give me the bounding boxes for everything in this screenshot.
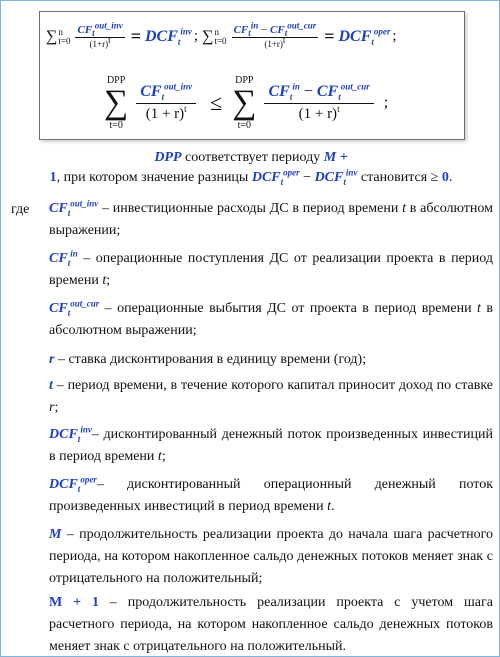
dcf-inv: $DCF_t^{inv}$ (144, 26, 192, 47)
big-sum-2: DPP ∑ t=0 (232, 75, 257, 131)
formula-line-2: DPP ∑ t=0 $\frac{CF_t^{out\_inv}}{(1 + r)^t}$ ≤ DPP ∑ t=0 $\frac{CF_t^{in} - CF_t^{out\_cur}}{(1 + r)^t}$ ; (104, 75, 389, 131)
definition-r: r – ставка дисконтирования в единицу времени (год); (49, 352, 367, 367)
big-fraction-out-inv: $\frac{CF_t^{out\_inv}}{(1 + r)^t}$ (136, 83, 196, 123)
sum-symbol: ∑ (46, 27, 58, 45)
definition-cf-out-cur: $CF_t^{out\_cur}$ – операционные выбытия ДС от проекта в период времени t в абсолютном выражении; (49, 298, 493, 338)
definition-dcf-inv: $DCF_t^{inv}-$ дисконтированный денежный поток произведенных инвестиций в период времени t; (49, 424, 493, 464)
condition-line-1: DPP соответствует периоду M + (154, 150, 348, 165)
formula-line-1: ∑ n t=0 $\frac{CF_t^{out\_inv}}{(1+r)^t}$ = $DCF_t^{inv}$ ; ∑ n t=0 $\frac{CF_t^{in} - CF_t^{out\_cur}}{(1+r)^t}$ = $DCF_t^{oper}$ ; (46, 20, 397, 49)
fraction-out-inv: $\frac{CF_t^{out\_inv}}{(1+r)^t}$ (77, 20, 123, 49)
definition-m-plus-1: M + 1 – продолжительность реализации проекта с учетом шага расчетного периода, на котором накопленное сальдо денежных потоков меняет знак с отрицательного на положительный. (49, 595, 493, 654)
definition-m: M – продолжительность реализации проекта до начала шага расчетного периода, на котором накопленное сальдо денежных потоков меняет знак с отрицательного на положительный; (49, 527, 493, 586)
definition-t: t – период времени, в течение которого капитал приносит доход по ставке r; (49, 378, 493, 415)
definition-cf-out-inv: $CF_t^{out\_inv}$ – инвестиционные расходы ДС в период времени t в абсолютном выражении; (49, 198, 493, 238)
sum-limits: n t=0 (58, 26, 71, 46)
formula-box (39, 11, 465, 140)
condition-line-2: 1, при котором значение разницы $DCF_t^{oper} - DCF_t^{inv}$ становится ≥ 0. (49, 167, 453, 187)
definition-dcf-oper: $DCF_t^{oper}-$ дисконтированный операционный денежный поток произведенных инвестиций в период времени t. (49, 474, 493, 514)
definition-cf-in: $CF_t^{in}$ – операционные поступления ДС от реализации проекта в период времени t; (49, 248, 493, 288)
dcf-oper: $DCF_t^{oper}$ (338, 26, 391, 47)
where-label: где (11, 202, 30, 217)
big-sum-1: DPP ∑ t=0 (104, 75, 129, 131)
big-fraction-in-minus-out-cur: $\frac{CF_t^{in} - CF_t^{out\_cur}}{(1 + r)^t}$ (264, 83, 373, 123)
fraction-in-minus-out-cur: $\frac{CF_t^{in} - CF_t^{out\_cur}}{(1+r)^t}$ (233, 20, 317, 49)
sum-symbol-2: ∑ (202, 27, 214, 45)
